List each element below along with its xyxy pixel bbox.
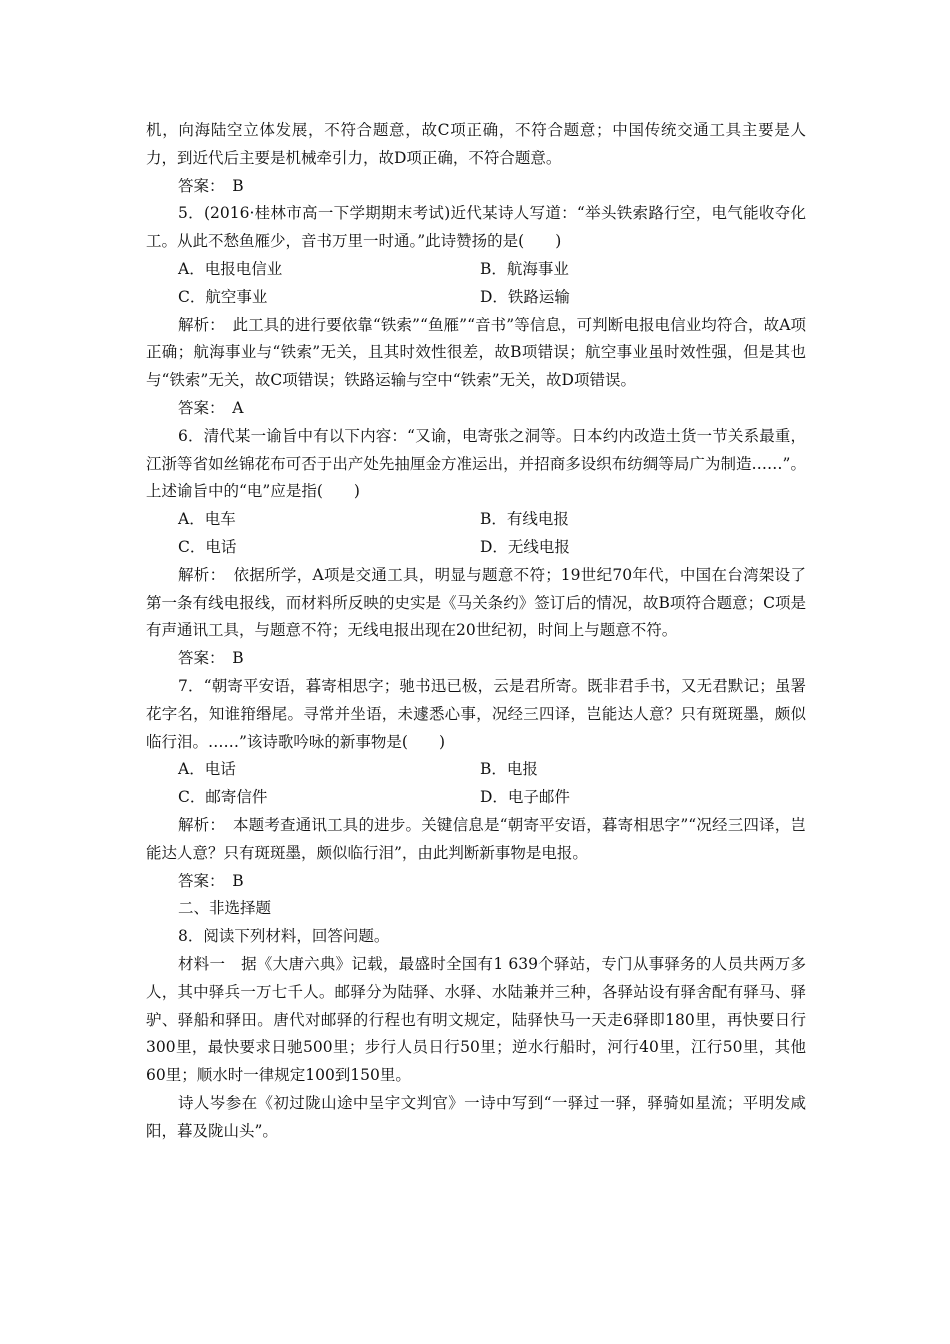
section-heading: 二、非选择题: [178, 899, 272, 918]
q7-option-c: C．邮寄信件: [178, 788, 268, 807]
q6-option-b: B．有线电报: [480, 510, 569, 529]
q7-option-a: A．电话: [178, 760, 236, 779]
q6-option-d: D．无线电报: [480, 537, 570, 556]
q7-options-row-1: [146, 756, 806, 784]
question-5: 5．(2016·桂林市高一下学期期末考试)近代某诗人写道：“举头铁索路行空，电气能收夺化工。从此不愁鱼雁少，音书万里一时通。”此诗赞扬的是( ): [146, 204, 806, 251]
q5-option-d: D．铁路运输: [480, 287, 570, 306]
material-1-poem: 诗人岑参在《初过陇山途中呈宇文判官》一诗中写到“一驿过一驿，驿骑如星流；平明发咸阳，暮及陇山头”。: [146, 1093, 806, 1140]
q7-option-d: D．电子邮件: [480, 788, 570, 807]
q5-options-row-2: [146, 284, 806, 312]
q6-options-row-2: [146, 534, 806, 562]
q5-answer: 答案： A: [178, 398, 244, 417]
q7-option-b: B．电报: [480, 760, 538, 779]
q5-option-a: A．电报电信业: [178, 259, 283, 278]
question-7: 7．“朝寄平安语，暮寄相思字；驰书迅已极，云是君所寄。既非君手书，又无君默记；虽署花字名，知谁箝缗尾。寻常并坐语，未遽悉心事，况经三四译，岂能达人意？只有斑斑墨，颇似临行泪。……”该诗歌吟咏的新事物是( ): [146, 676, 806, 751]
q5-option-b: B．航海事业: [480, 259, 569, 278]
q6-answer: 答案： B: [178, 649, 244, 668]
material-1: 材料一 据《大唐六典》记载，最盛时全国有1 639个驿站，专门从事驿务的人员共两万多人，其中驿兵一万七千人。邮驿分为陆驿、水驿、水陆兼并三种，各驿站设有驿舍配有驿马、驿驴、驿船和驿田。唐代对邮驿的行程也有明文规定，陆驿快马一天走6驿即180里，再快要日行300里，最快要求日驰500里；步行人员日行50里；逆水行船时，河行40里，江行50里，其他60里；顺水时一律规定100到150里。: [146, 954, 806, 1085]
q7-options-row-2: [146, 784, 806, 812]
question-6: 6．清代某一谕旨中有以下内容：“又谕，电寄张之洞等。日本约内改造土货一节关系最重，江浙等省如丝锦花布可否于出产处先抽厘金方准运出，并招商多设织布纺绸等局广为制造……”。上述谕旨中的“电”应是指( ): [146, 426, 806, 501]
q5-option-c: C．航空事业: [178, 287, 268, 306]
question-8: 8．阅读下列材料，回答问题。: [178, 927, 390, 946]
q4-explanation-continued: 机，向海陆空立体发展，不符合题意，故C项正确，不符合题意；中国传统交通工具主要是人力，到近代后主要是机械牵引力，故D项正确，不符合题意。: [146, 121, 806, 167]
q4-answer: 答案： B: [178, 176, 244, 195]
q6-options-row-1: [146, 506, 806, 534]
q5-explanation: 解析： 此工具的进行要依靠“铁索”“鱼雁”“音书”等信息，可判断电报电信业均符合，故A项正确；航海事业与“铁索”无关，且其时效性很差，故B项错误；航空事业虽时效性强，但是其也与“铁索”无关，故C项错误；铁路运输与空中“铁索”无关，故D项错误。: [146, 315, 806, 390]
q5-options-row-1: [146, 256, 806, 284]
q7-explanation: 解析： 本题考查通讯工具的进步。关键信息是“朝寄平安语，暮寄相思字”“况经三四译，岂能达人意？只有斑斑墨，颇似临行泪”，由此判断新事物是电报。: [146, 815, 806, 862]
q6-explanation: 解析： 依据所学，A项是交通工具，明显与题意不符；19世纪70年代，中国在台湾架设了第一条有线电报线，而材料所反映的史实是《马关条约》签订后的情况，故B项符合题意；C项是有声通讯工具，与题意不符；无线电报出现在20世纪初，时间上与题意不符。: [146, 565, 806, 640]
q7-answer: 答案： B: [178, 871, 244, 890]
q6-option-c: C．电话: [178, 537, 237, 556]
q6-option-a: A．电车: [178, 510, 236, 529]
document-body: [146, 117, 806, 1145]
